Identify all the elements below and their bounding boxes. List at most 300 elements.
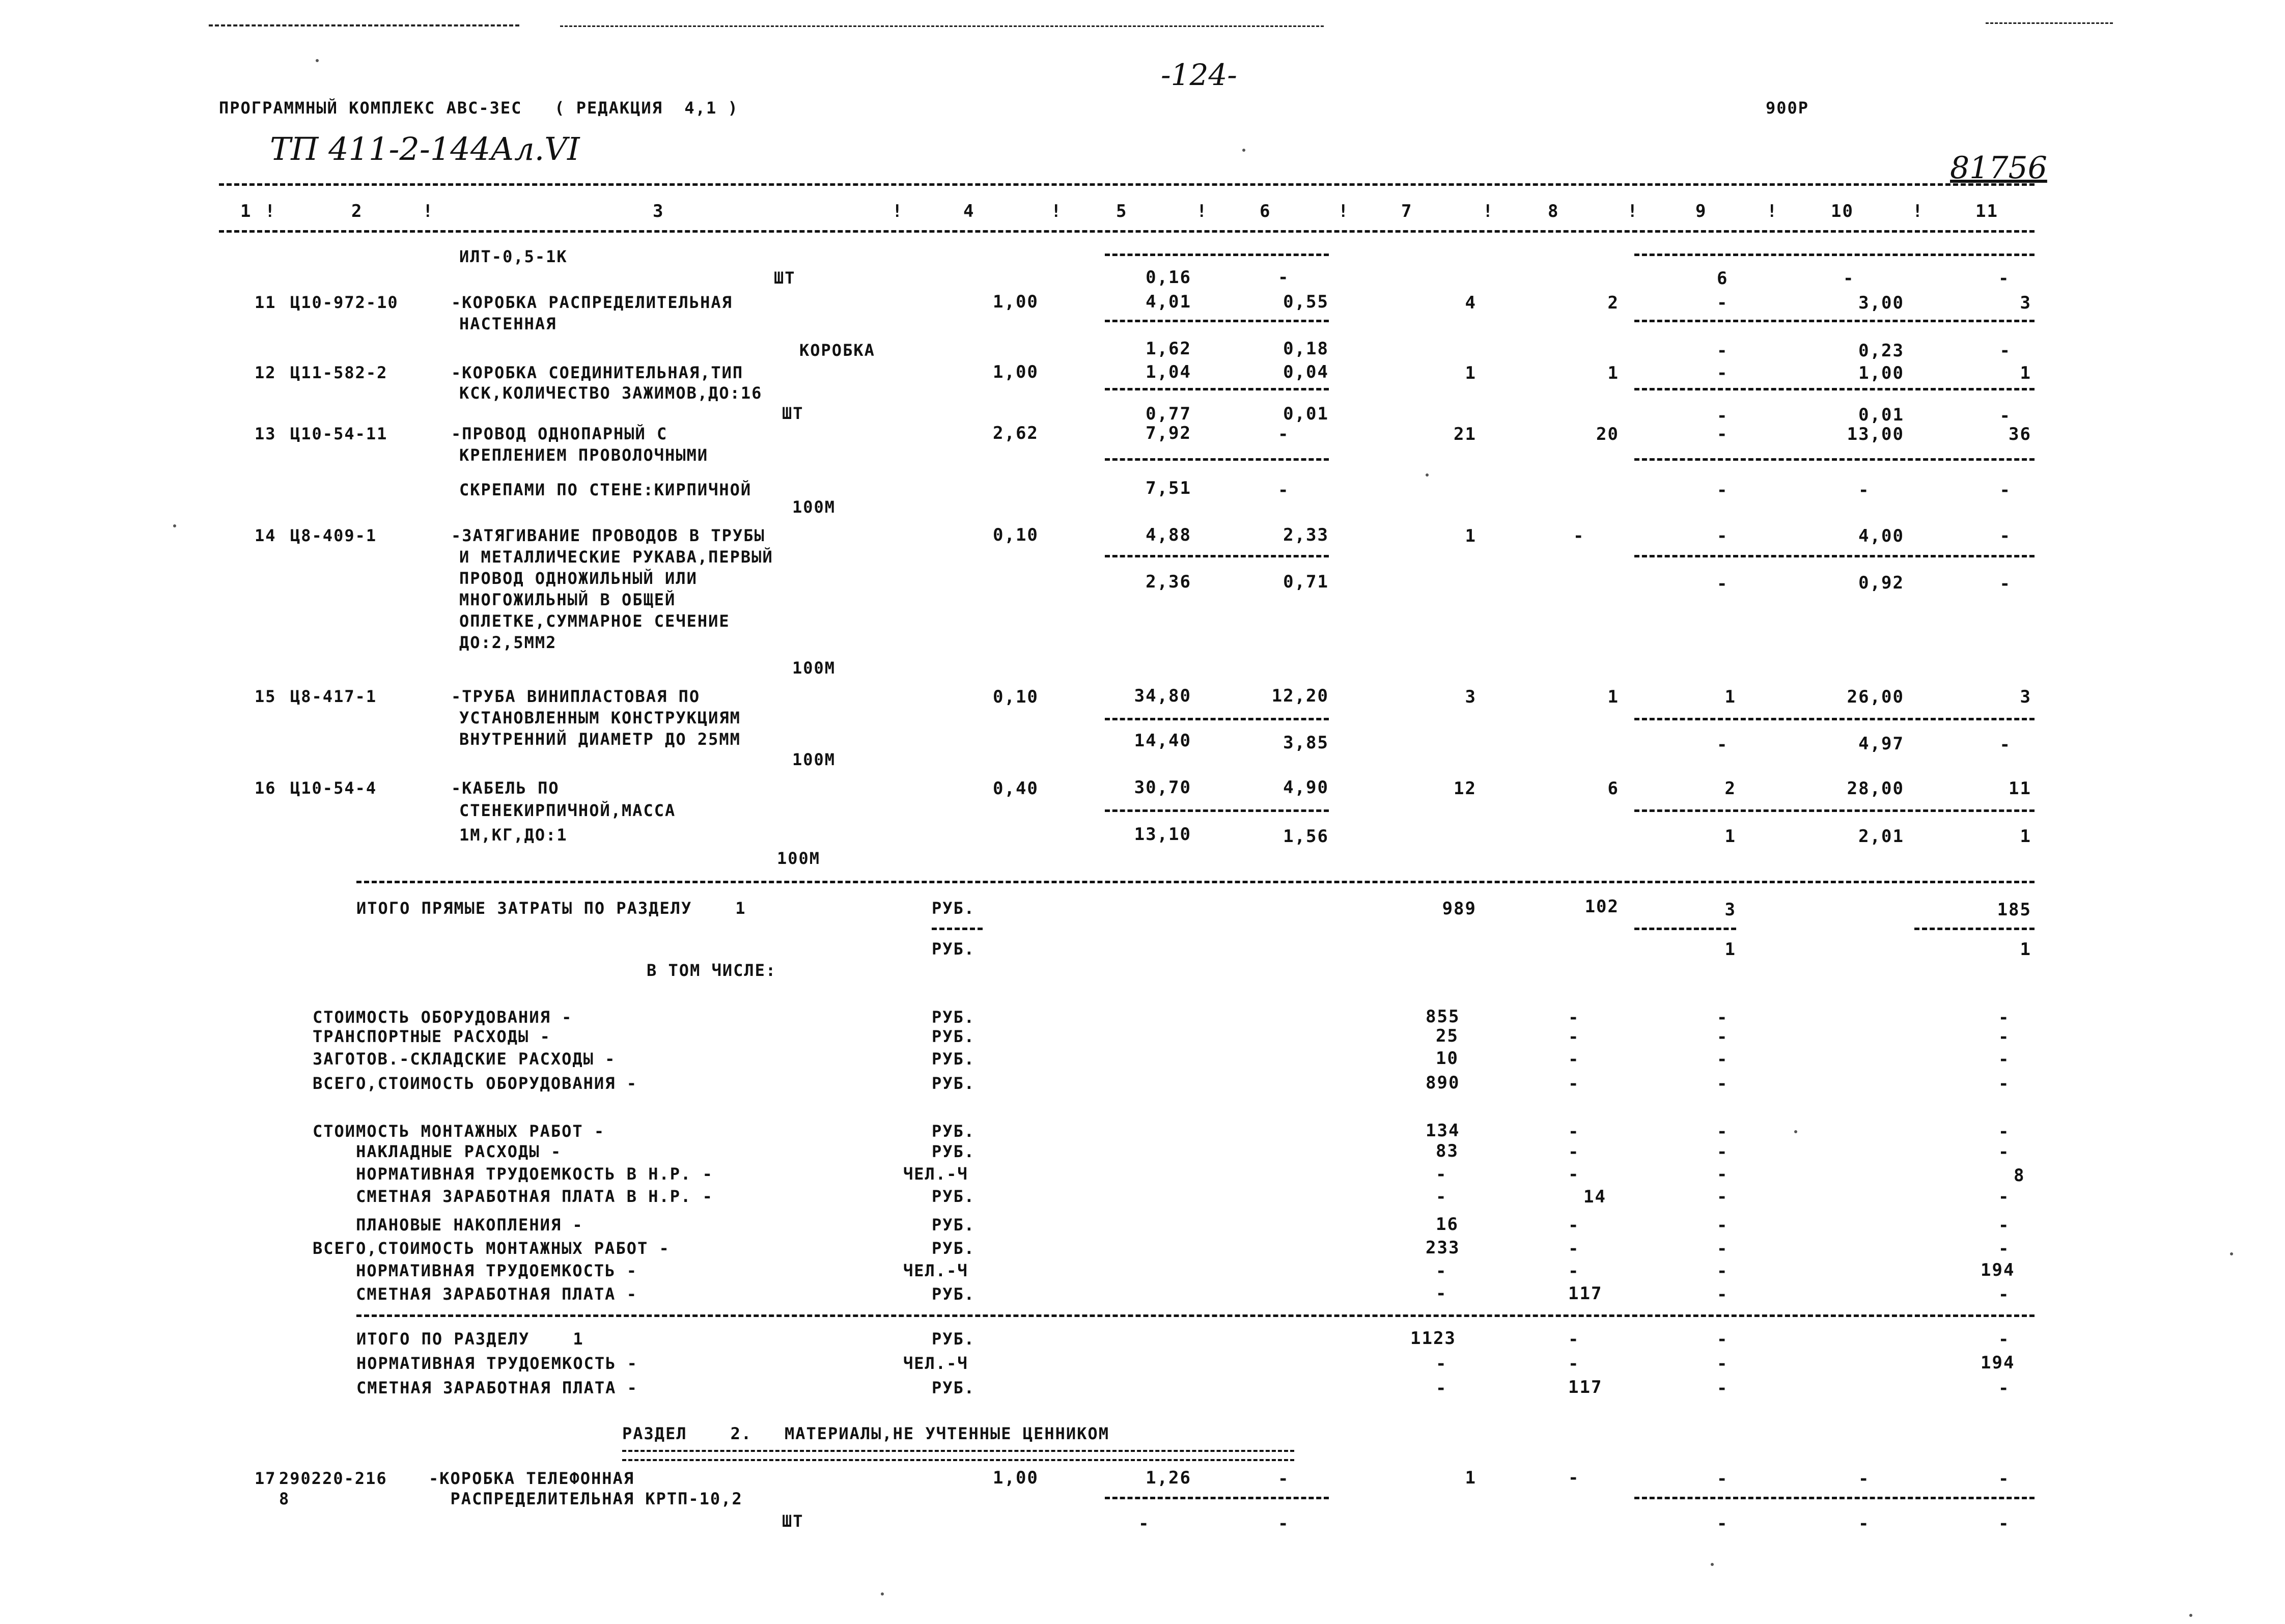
col8-value: 117 — [1568, 1283, 1603, 1304]
summary-unit: РУБ. — [932, 1007, 976, 1027]
item-description: ОПЛЕТКЕ,СУММАРНОЕ СЕЧЕНИЕ — [459, 611, 730, 631]
cell-rule — [1914, 928, 2035, 930]
col9-value: 3 — [1724, 900, 1736, 920]
column-header: 10 — [1831, 201, 1854, 221]
col7-value: 134 — [1426, 1121, 1460, 1141]
summary-label: ТРАНСПОРТНЫЕ РАСХОДЫ - — [313, 1027, 551, 1046]
col10-value: - — [1858, 1469, 1870, 1489]
col9-value: - — [1717, 1284, 1729, 1305]
summary-unit: РУБ. — [932, 1142, 976, 1161]
item-description: ПРОВОД ОДНОЖИЛЬНЫЙ ИЛИ — [459, 569, 698, 588]
column-header: 7 — [1401, 201, 1413, 221]
col7-value: - — [1436, 1164, 1447, 1185]
col5-value: 2,36 — [1146, 572, 1191, 592]
column-header: ! — [892, 201, 904, 221]
col11-value: - — [1998, 268, 2010, 289]
col9-value: - — [1717, 1049, 1729, 1070]
column-header: ! — [1767, 201, 1778, 221]
cell-rule — [1105, 388, 1329, 390]
summary-unit: ЧЕЛ.-Ч — [903, 1164, 968, 1184]
column-header: ! — [1196, 201, 1208, 221]
summary-label: НОРМАТИВНАЯ ТРУДОЕМКОСТЬ В Н.Р. - — [313, 1164, 713, 1184]
col7-value: 25 — [1436, 1026, 1459, 1046]
cell-rule — [1634, 458, 2035, 461]
col6-value: 0,01 — [1283, 404, 1329, 424]
item-description: СТЕНЕКИРПИЧНОЙ,МАССА — [459, 801, 676, 820]
item-quantity: 0,10 — [993, 525, 1039, 545]
col10-value: 3,00 — [1858, 293, 1904, 313]
item-code: Ц10-54-4 — [290, 778, 377, 798]
item-unit: 100М — [792, 497, 836, 517]
col6-value: 0,55 — [1283, 292, 1329, 312]
item-quantity: 1,00 — [993, 362, 1039, 382]
item-description: УСТАНОВЛЕННЫМ КОНСТРУКЦИЯМ — [459, 708, 741, 727]
col11-value: 1 — [2020, 939, 2031, 960]
item-number: 16 — [255, 778, 276, 798]
col8-value: - — [1568, 1074, 1580, 1094]
col9-value: - — [1717, 1514, 1729, 1534]
item-code: 290220-216 — [279, 1469, 387, 1488]
item-description: -КОРОБКА ТЕЛЕФОННАЯ — [429, 1469, 635, 1488]
column-header: 5 — [1116, 201, 1128, 221]
summary-unit: РУБ. — [932, 1187, 976, 1206]
cell-rule — [1634, 1497, 2035, 1499]
col7-value: 1123 — [1410, 1328, 1456, 1349]
col6-value: 2,33 — [1283, 525, 1329, 545]
col11-value: - — [1998, 1378, 2010, 1398]
col9-value: 1 — [1724, 939, 1736, 960]
item-description: РАСПРЕДЕЛИТЕЛЬНАЯ КРТП-10,2 — [429, 1489, 743, 1508]
summary-label: СТОИМОСТЬ ОБОРУДОВАНИЯ - — [313, 1007, 573, 1027]
col11-value: - — [1998, 1187, 2010, 1207]
col9-value: - — [1717, 1142, 1729, 1162]
col10-value: 4,00 — [1858, 526, 1904, 546]
summary-label: НАКЛАДНЫЕ РАСХОДЫ - — [313, 1142, 562, 1161]
col5-value: 1,62 — [1146, 339, 1191, 359]
col11-value: - — [1998, 1049, 2010, 1070]
col9-value: 1 — [1724, 687, 1736, 707]
page-number: -124- — [1161, 58, 1237, 92]
col5-value: 0,77 — [1146, 404, 1191, 424]
cell-rule — [1634, 320, 2035, 322]
item-unit: ШТ — [782, 1511, 804, 1531]
column-header: ! — [265, 201, 276, 221]
scan-speck — [881, 1592, 884, 1595]
col9-value: - — [1717, 424, 1729, 444]
item-description: -ПРОВОД ОДНОПАРНЫЙ С — [451, 424, 668, 443]
item-code: Ц8-417-1 — [290, 687, 377, 706]
scan-artifact-line — [560, 25, 1324, 27]
col11-value: - — [1999, 406, 2011, 426]
column-header: ! — [1912, 201, 1924, 221]
header-right: 900Р — [1766, 98, 1809, 118]
summary-label: ЗАГОТОВ.-СКЛАДСКИЕ РАСХОДЫ - — [313, 1049, 616, 1069]
col9-value: - — [1717, 1215, 1729, 1236]
scan-speck — [1711, 1563, 1714, 1566]
item-quantity: 1,00 — [993, 1468, 1039, 1488]
item-quantity: 0,10 — [993, 687, 1039, 707]
cell-rule — [1105, 1497, 1329, 1499]
col8-value: 2 — [1607, 293, 1619, 313]
col8-value: 117 — [1568, 1377, 1603, 1397]
header-left: ПРОГРАММНЫЙ КОМПЛЕКС АВС-ЗЕС ( РЕДАКЦИЯ 4,1 ) — [219, 98, 739, 118]
summary-label: ВСЕГО,СТОИМОСТЬ МОНТАЖНЫХ РАБОТ - — [313, 1239, 670, 1258]
col5-value: 14,40 — [1134, 731, 1191, 751]
col11-value: - — [1999, 480, 2011, 500]
summary-unit: РУБ. — [932, 1027, 976, 1046]
summary-unit: ЧЕЛ.-Ч — [903, 1261, 968, 1280]
col8-value: 20 — [1596, 424, 1619, 444]
col5-value: 4,01 — [1146, 292, 1191, 312]
cell-rule — [1634, 718, 2035, 720]
item-unit: 100М — [792, 750, 836, 769]
col11-value: 3 — [2020, 293, 2031, 313]
cell-rule — [1105, 320, 1329, 322]
item-quantity: 0,40 — [993, 778, 1039, 799]
item-description: КРЕПЛЕНИЕМ ПРОВОЛОЧНЫМИ — [459, 445, 709, 465]
col9-value: - — [1717, 1469, 1729, 1489]
summary-label: НОРМАТИВНАЯ ТРУДОЕМКОСТЬ - — [356, 1354, 638, 1373]
item-description: -КОРОБКА РАСПРЕДЕЛИТЕЛЬНАЯ — [451, 293, 733, 312]
col6-value: 4,90 — [1283, 777, 1329, 798]
direct-costs-unit: РУБ. — [932, 939, 976, 959]
col9-value: - — [1717, 1239, 1729, 1259]
col8-value: - — [1568, 1354, 1580, 1374]
scan-speck — [2189, 1614, 2192, 1617]
summary-label: ВСЕГО,СТОИМОСТЬ ОБОРУДОВАНИЯ - — [313, 1074, 637, 1093]
section2-underline — [622, 1450, 1294, 1461]
col5-value: 13,10 — [1134, 824, 1191, 845]
col8-value: - — [1568, 1215, 1580, 1236]
table-header-rule — [219, 230, 2035, 233]
col7-value: 4 — [1465, 293, 1476, 313]
col10-value: 0,92 — [1858, 573, 1904, 593]
col6-value: 0,18 — [1283, 339, 1329, 359]
column-header: 8 — [1548, 201, 1559, 221]
item-description: -ЗАТЯГИВАНИЕ ПРОВОДОВ В ТРУБЫ — [451, 526, 765, 545]
col7-value: 12 — [1454, 778, 1476, 799]
item-unit: ШТ — [782, 404, 804, 423]
col10-value: 4,97 — [1858, 734, 1904, 754]
item-description: ВНУТРЕННИЙ ДИАМЕТР ДО 25ММ — [459, 730, 741, 749]
col7-value: - — [1436, 1378, 1447, 1398]
column-header: 1 — [240, 201, 252, 221]
item-description: СКРЕПАМИ ПО СТЕНЕ:КИРПИЧНОЙ — [459, 480, 752, 499]
col7-value: - — [1436, 1187, 1447, 1207]
col7-value: 16 — [1436, 1214, 1459, 1235]
col11-value: - — [1999, 735, 2011, 755]
cell-rule — [1634, 254, 2035, 256]
col9-value: - — [1717, 574, 1729, 594]
col7-value: - — [1436, 1283, 1447, 1304]
summary-unit: РУБ. — [932, 1122, 976, 1141]
summary-label: СТОИМОСТЬ МОНТАЖНЫХ РАБОТ - — [313, 1122, 605, 1141]
column-header: 4 — [963, 201, 975, 221]
col11-value: - — [1998, 1514, 2010, 1534]
column-header: ! — [1051, 201, 1063, 221]
summary-unit: РУБ. — [932, 1074, 976, 1093]
column-header: 2 — [351, 201, 363, 221]
column-header: 3 — [653, 201, 664, 221]
column-header: 11 — [1975, 201, 1998, 221]
col8-value: - — [1568, 1468, 1580, 1488]
item-description: 1М,КГ,ДО:1 — [459, 825, 568, 845]
scan-speck — [1426, 473, 1429, 477]
scan-speck — [1242, 149, 1245, 152]
item-code: Ц8-409-1 — [290, 526, 377, 545]
col6-value: - — [1278, 480, 1290, 500]
column-header: 9 — [1695, 201, 1707, 221]
summary-label: НОРМАТИВНАЯ ТРУДОЕМКОСТЬ - — [313, 1261, 637, 1280]
col9-value: - — [1717, 363, 1729, 383]
col6-value: 1,56 — [1283, 826, 1329, 847]
col8-value: 1 — [1607, 687, 1619, 707]
cell-rule — [1105, 555, 1329, 557]
col9-value: - — [1717, 1027, 1729, 1047]
column-header: ! — [423, 201, 434, 221]
col7-value: - — [1436, 1261, 1447, 1281]
direct-costs-unit: РУБ. — [932, 899, 976, 918]
col9-value: - — [1717, 1329, 1729, 1350]
cell-rule — [1105, 809, 1329, 812]
col8-value: - — [1568, 1027, 1580, 1047]
summary-unit: РУБ. — [932, 1215, 976, 1235]
including-label: В ТОМ ЧИСЛЕ: — [647, 961, 777, 980]
col11-value: - — [1998, 1215, 2010, 1236]
cell-rule — [1105, 254, 1329, 256]
col9-value: - — [1717, 735, 1729, 755]
col9-value: - — [1717, 1354, 1729, 1374]
item-number: 13 — [255, 424, 276, 443]
item-description: НАСТЕННАЯ — [459, 314, 557, 333]
item-number: 17 — [255, 1469, 276, 1488]
col10-value: 2,01 — [1858, 826, 1904, 847]
cell-rule — [1634, 928, 1736, 930]
col5-value: 7,92 — [1146, 423, 1191, 443]
column-header: ! — [1338, 201, 1350, 221]
col8-value: - — [1568, 1329, 1580, 1350]
col11-value: 185 — [1997, 900, 2031, 920]
col8-value: 6 — [1607, 778, 1619, 799]
col8-value: 102 — [1584, 897, 1619, 917]
col9-value: - — [1717, 1122, 1729, 1142]
col6-value: - — [1278, 424, 1290, 444]
cell-rule — [1105, 718, 1329, 720]
col7-value: 1 — [1465, 363, 1476, 383]
col11-value: - — [1998, 1239, 2010, 1259]
item-unit: 100М — [777, 849, 821, 868]
col8-value: 1 — [1607, 363, 1619, 383]
section2-title: РАЗДЕЛ 2. МАТЕРИАЛЫ,НЕ УЧТЕННЫЕ ЦЕННИКОМ — [622, 1424, 1109, 1443]
summary-unit: ЧЕЛ.-Ч — [903, 1354, 968, 1373]
col5-value: 1,04 — [1146, 362, 1191, 382]
item-description: ИЛТ-0,5-1К — [459, 247, 568, 266]
col9-value: - — [1717, 1007, 1729, 1028]
col11-value: - — [1999, 574, 2011, 594]
col7-value: 3 — [1465, 687, 1476, 707]
summary-unit: РУБ. — [932, 1284, 976, 1304]
col10-value: 26,00 — [1847, 687, 1904, 707]
col9-value: - — [1717, 526, 1729, 546]
col7-value: - — [1436, 1354, 1447, 1374]
item-number: 11 — [255, 293, 276, 312]
col11-value: 1 — [2020, 363, 2031, 383]
item-code: Ц11-582-2 — [290, 363, 388, 382]
col11-value: - — [1999, 341, 2011, 361]
item-description: -КОРОБКА СОЕДИНИТЕЛЬНАЯ,ТИП — [451, 363, 744, 382]
col7-value: 83 — [1436, 1141, 1459, 1161]
summary-label: ПЛАНОВЫЕ НАКОПЛЕНИЯ - — [313, 1215, 583, 1235]
col5-value: 30,70 — [1134, 777, 1191, 798]
col8-value: 14 — [1583, 1187, 1606, 1207]
item-description: -КАБЕЛЬ ПО — [451, 778, 560, 798]
col9-value: - — [1717, 1187, 1729, 1207]
cell-rule — [1634, 555, 2035, 557]
col8-value: - — [1568, 1007, 1580, 1028]
item-number: 15 — [255, 687, 276, 706]
col9-value: - — [1717, 1164, 1729, 1185]
column-header: ! — [1627, 201, 1639, 221]
summary-label: ИТОГО ПО РАЗДЕЛУ 1 — [356, 1329, 584, 1349]
col7-value: 10 — [1436, 1048, 1459, 1069]
section-rule — [356, 1314, 2035, 1317]
col11-value: 1 — [2020, 826, 2031, 847]
summary-unit: РУБ. — [932, 1049, 976, 1069]
col6-value: - — [1278, 1514, 1290, 1534]
col11-value: - — [1998, 1329, 2010, 1350]
item-code: Ц10-54-11 — [290, 424, 388, 443]
col10-value: - — [1858, 480, 1870, 500]
cell-rule — [1634, 809, 2035, 812]
col11-value: 11 — [2009, 778, 2031, 799]
col5-value: 7,51 — [1146, 478, 1191, 498]
column-header: ! — [1483, 201, 1494, 221]
col7-value: 1 — [1465, 526, 1476, 546]
col9-value: - — [1717, 1261, 1729, 1281]
col11-value: - — [1998, 1469, 2010, 1489]
item-number: 12 — [255, 363, 276, 382]
item-description: КСК,КОЛИЧЕСТВО ЗАЖИМОВ,ДО:16 — [459, 383, 763, 403]
scan-speck — [2230, 1252, 2233, 1255]
item-description: МНОГОЖИЛЬНЫЙ В ОБЩЕЙ — [459, 590, 676, 609]
col9-value: - — [1717, 1074, 1729, 1094]
col9-value: - — [1717, 293, 1729, 313]
col9-value: 1 — [1724, 826, 1736, 847]
col5-value: - — [1138, 1514, 1150, 1534]
col9-value: 2 — [1724, 778, 1736, 799]
col8-value: - — [1573, 526, 1585, 546]
item-description: -ТРУБА ВИНИПЛАСТОВАЯ ПО — [451, 687, 701, 706]
col8-value: - — [1568, 1122, 1580, 1142]
col10-value: - — [1858, 1514, 1870, 1534]
col10-value: 13,00 — [1847, 424, 1904, 444]
summary-label: СМЕТНАЯ ЗАРАБОТНАЯ ПЛАТА - — [356, 1378, 638, 1397]
item-unit: ШТ — [774, 268, 796, 288]
col8-value: - — [1568, 1142, 1580, 1162]
col11-value: 3 — [2020, 687, 2031, 707]
cell-rule — [932, 928, 983, 930]
item-number: 14 — [255, 526, 276, 545]
col6-value: 12,20 — [1271, 686, 1329, 706]
col8-value: - — [1568, 1164, 1580, 1185]
item-unit: КОРОБКА — [799, 341, 875, 360]
col7-value: 1 — [1465, 1468, 1476, 1488]
col9-value: - — [1717, 341, 1729, 361]
col8-value: - — [1568, 1049, 1580, 1070]
archive-code: 81756 — [1950, 150, 2047, 186]
cell-rule — [1105, 458, 1329, 461]
direct-costs-label: ИТОГО ПРЯМЫЕ ЗАТРАТЫ ПО РАЗДЕЛУ 1 — [356, 899, 746, 918]
summary-label: СМЕТНАЯ ЗАРАБОТНАЯ ПЛАТА В Н.Р. - — [313, 1187, 713, 1206]
col11-value: 194 — [1981, 1353, 2015, 1373]
col9-value: - — [1717, 480, 1729, 500]
col11-value: - — [1998, 1122, 2010, 1142]
col7-value: 989 — [1442, 899, 1476, 919]
scan-speck — [173, 524, 176, 527]
col11-value: - — [1998, 1284, 2010, 1305]
col6-value: 0,04 — [1283, 362, 1329, 382]
col7-value: 855 — [1426, 1006, 1460, 1027]
scan-speck — [316, 59, 319, 62]
summary-unit: РУБ. — [932, 1329, 976, 1349]
col10-value: 0,01 — [1858, 405, 1904, 425]
cell-rule — [1634, 388, 2035, 390]
col7-value: 890 — [1426, 1073, 1460, 1093]
item-description: И МЕТАЛЛИЧЕСКИЕ РУКАВА,ПЕРВЫЙ — [459, 547, 773, 567]
item-unit: 100М — [792, 658, 836, 678]
col9-value: - — [1717, 406, 1729, 426]
col10-value: - — [1843, 268, 1855, 289]
col5-value: 34,80 — [1134, 686, 1191, 706]
col6-value: 3,85 — [1283, 733, 1329, 753]
item-quantity: 1,00 — [993, 292, 1039, 312]
col11-value: - — [1998, 1074, 2010, 1094]
item-quantity: 2,62 — [993, 423, 1039, 443]
summary-unit: РУБ. — [932, 1239, 976, 1258]
col7-value: 233 — [1426, 1238, 1460, 1258]
col10-value: 28,00 — [1847, 778, 1904, 799]
col8-value: - — [1568, 1239, 1580, 1259]
item-description: ДО:2,5ММ2 — [459, 633, 557, 652]
project-code: ТП 411-2-144Ал.VI — [270, 130, 580, 167]
item-code: Ц10-972-10 — [290, 293, 399, 312]
col5-value: 4,88 — [1146, 525, 1191, 545]
col9-value: - — [1717, 1378, 1729, 1398]
summary-label: СМЕТНАЯ ЗАРАБОТНАЯ ПЛАТА - — [313, 1284, 637, 1304]
section-rule — [356, 881, 2035, 883]
col6-value: - — [1278, 1469, 1290, 1489]
col6-value: 0,71 — [1283, 572, 1329, 592]
col11-value: 8 — [2014, 1165, 2025, 1186]
col10-value: 1,00 — [1858, 363, 1904, 383]
col11-value: - — [1998, 1027, 2010, 1047]
column-header: 6 — [1260, 201, 1271, 221]
col7-value: 21 — [1454, 424, 1476, 444]
col9-value: 6 — [1717, 268, 1729, 289]
item-code-suffix: 8 — [279, 1489, 290, 1508]
col11-value: 194 — [1981, 1260, 2015, 1280]
col8-value: - — [1568, 1261, 1580, 1281]
scan-speck — [1794, 1130, 1797, 1133]
col10-value: 0,23 — [1858, 341, 1904, 361]
col6-value: - — [1278, 267, 1290, 288]
summary-unit: РУБ. — [932, 1378, 976, 1397]
col5-value: 0,16 — [1146, 267, 1191, 288]
col11-value: 36 — [2009, 424, 2031, 444]
table-top-rule — [219, 183, 2035, 186]
col11-value: - — [1998, 1007, 2010, 1028]
col11-value: - — [1998, 1142, 2010, 1162]
